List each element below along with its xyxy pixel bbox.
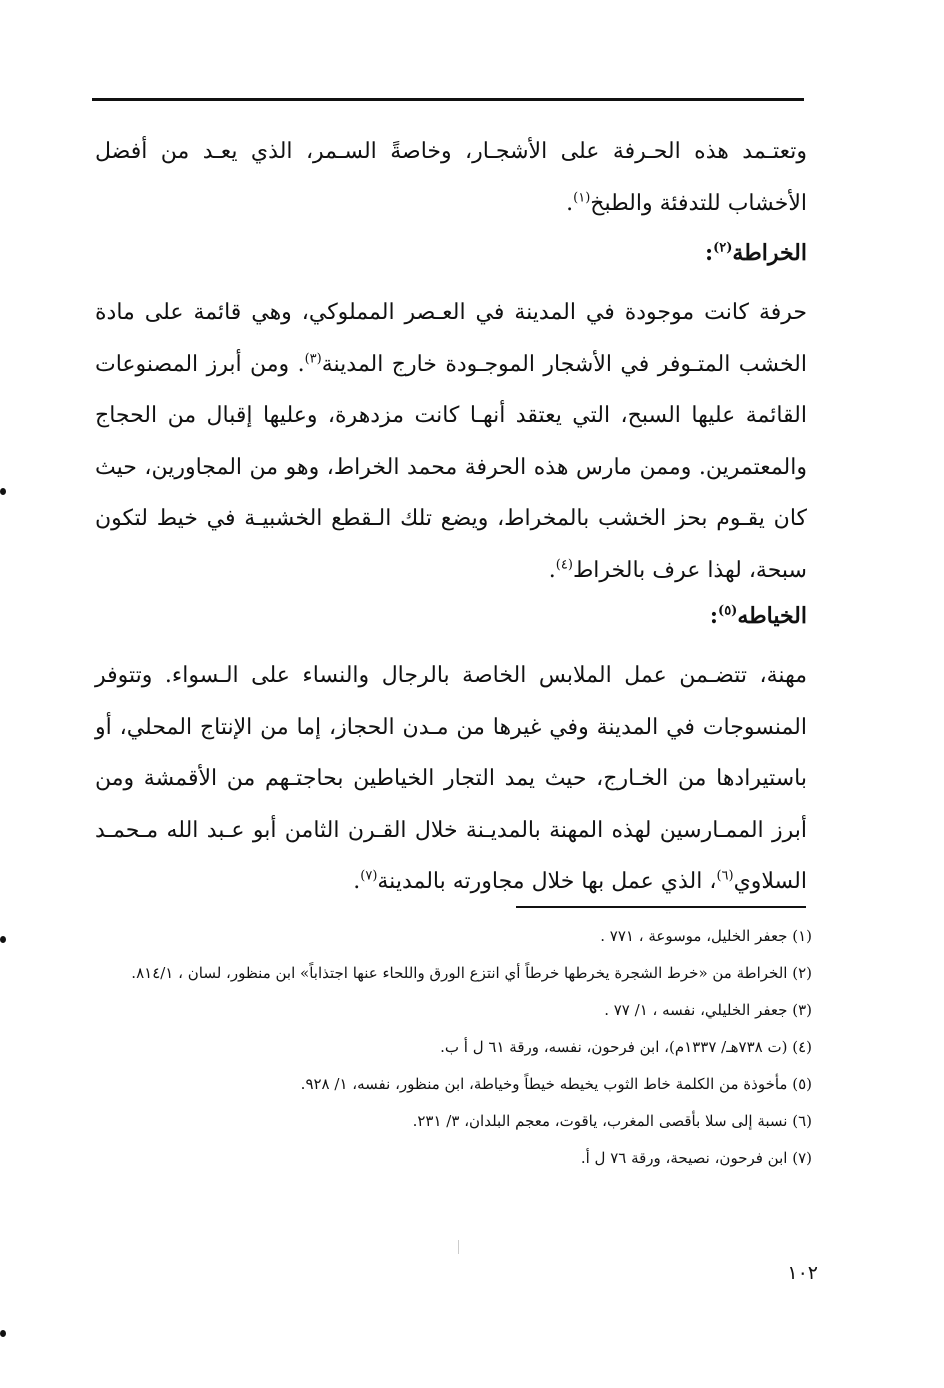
paragraph-3-end: .: [353, 869, 361, 894]
footnote-6: (٦) نسبة إلى سلا بأقصى المغرب، ياقوت، معجم البلدان، ٣/ ٢٣١.: [412, 1112, 812, 1130]
footnote-ref-5: (٥): [718, 603, 738, 619]
footnote-3: (٣) جعفر الخليلي، نفسه ، ١/ ٧٧ .: [604, 1001, 812, 1019]
heading-khiyata: [95, 591, 807, 643]
paragraph-kharata: [95, 287, 807, 596]
paragraph-khiyata: [95, 650, 807, 908]
footnote-ref-2: (٢): [713, 240, 733, 256]
footnote-ref-3: (٣): [304, 351, 322, 367]
footnote-5: (٥) مأخوذة من الكلمة خاط الثوب يخيطه خيطاً وخياطة، ابن منظور، نفسه، ١/ ٩٢٨.: [300, 1075, 812, 1093]
paragraph-3a-text: مهنة، تتضـمن عمل الملابس الخاصة بالرجال والنساء على الـسواء. وتتوفر المنسوجات في المدينة وفي غيرها من مـدن الحجاز، إما من الإنتاج المحلي، أو باستيرادها من الخـارج، حيث يمد التجار الخياطين بحاجتـهم من الأقمشة ومن أبرز الممـارسين لهذه المهنة بالمديـنة خلال القـرن الثامن أبو عـبد الله مـحمـد السلاوي: [95, 663, 807, 894]
scan-dot: [0, 1330, 6, 1337]
page-number: ١٠٢: [787, 1262, 818, 1284]
scan-dot: [0, 488, 6, 495]
heading-kharata-colon: :: [705, 240, 714, 266]
scan-dot: [0, 936, 6, 943]
footnote-1: (١) جعفر الخليل، موسوعة ، ٧٧١ .: [600, 927, 812, 945]
heading-khiyata-colon: :: [709, 603, 719, 629]
heading-khiyata-text: الخياطه: [737, 603, 807, 629]
footnote-ref-6: (٦): [716, 868, 734, 884]
footnotes: [100, 918, 812, 1177]
scan-mark: [458, 1240, 459, 1254]
footnote-ref-7: (٧): [360, 868, 378, 884]
top-rule: [92, 98, 804, 101]
footnote-4: (٤) (ت ٧٣٨هـ/ ١٣٣٧م)، ابن فرحون، نفسه، ورقة ٦١ ل أ ب.: [440, 1038, 812, 1056]
footnote-ref-4: (٤): [555, 557, 573, 573]
paragraph-2-end: .: [548, 557, 556, 583]
paragraph-2b-text: . ومن أبرز المصنوعات القائمة عليها السبح، التي يعتقد أنهـا كانت مزدهرة، وعليها إقبال من الحجاج والمعتمرين. وممن مارس هذه الحرفة محمد الخراط، وهو من المجاورين، حيث كان يقـوم بحز الخشب بالمخراط، ويضع تلك الـقطع الخشبيـة في خيط لتكون سبحة، لهذا عرف بالخراط: [95, 351, 807, 583]
heading-kharata: [95, 228, 807, 280]
paragraph-1-end: .: [566, 190, 574, 216]
footnote-7: (٧) ابن فرحون، نصيحة، ورقة ٧٦ ل أ.: [580, 1149, 812, 1167]
paragraph-3b-text: ، الذي عمل بها خلال مجاورته بالمدينة: [377, 869, 717, 894]
paragraph-wood: [95, 126, 807, 229]
paragraph-2a-text: حرفة كانت موجودة في المدينة في العـصر المملوكي، وهي قائمة على مادة الخشب المتـوفر في الأشجار الموجـودة خارج المدينة: [95, 300, 807, 377]
heading-kharata-text: الخراطة: [732, 240, 807, 266]
paragraph-1-text: وتعتـمد هذه الحـرفة على الأشجـار، وخاصةً السـمر، الذي يعـد من أفضل الأخشاب للتدفئة والطبخ: [95, 139, 807, 216]
footnote-2: (٢) الخراطة من «خرط الشجرة يخرطها خرطاً أي انتزع الورق واللحاء عنها اجتذاباً» ابن منظور، لسان ، ٨١٤/١.: [131, 964, 812, 982]
footnotes-rule: [516, 906, 806, 908]
footnote-ref-1: (١): [573, 190, 591, 206]
